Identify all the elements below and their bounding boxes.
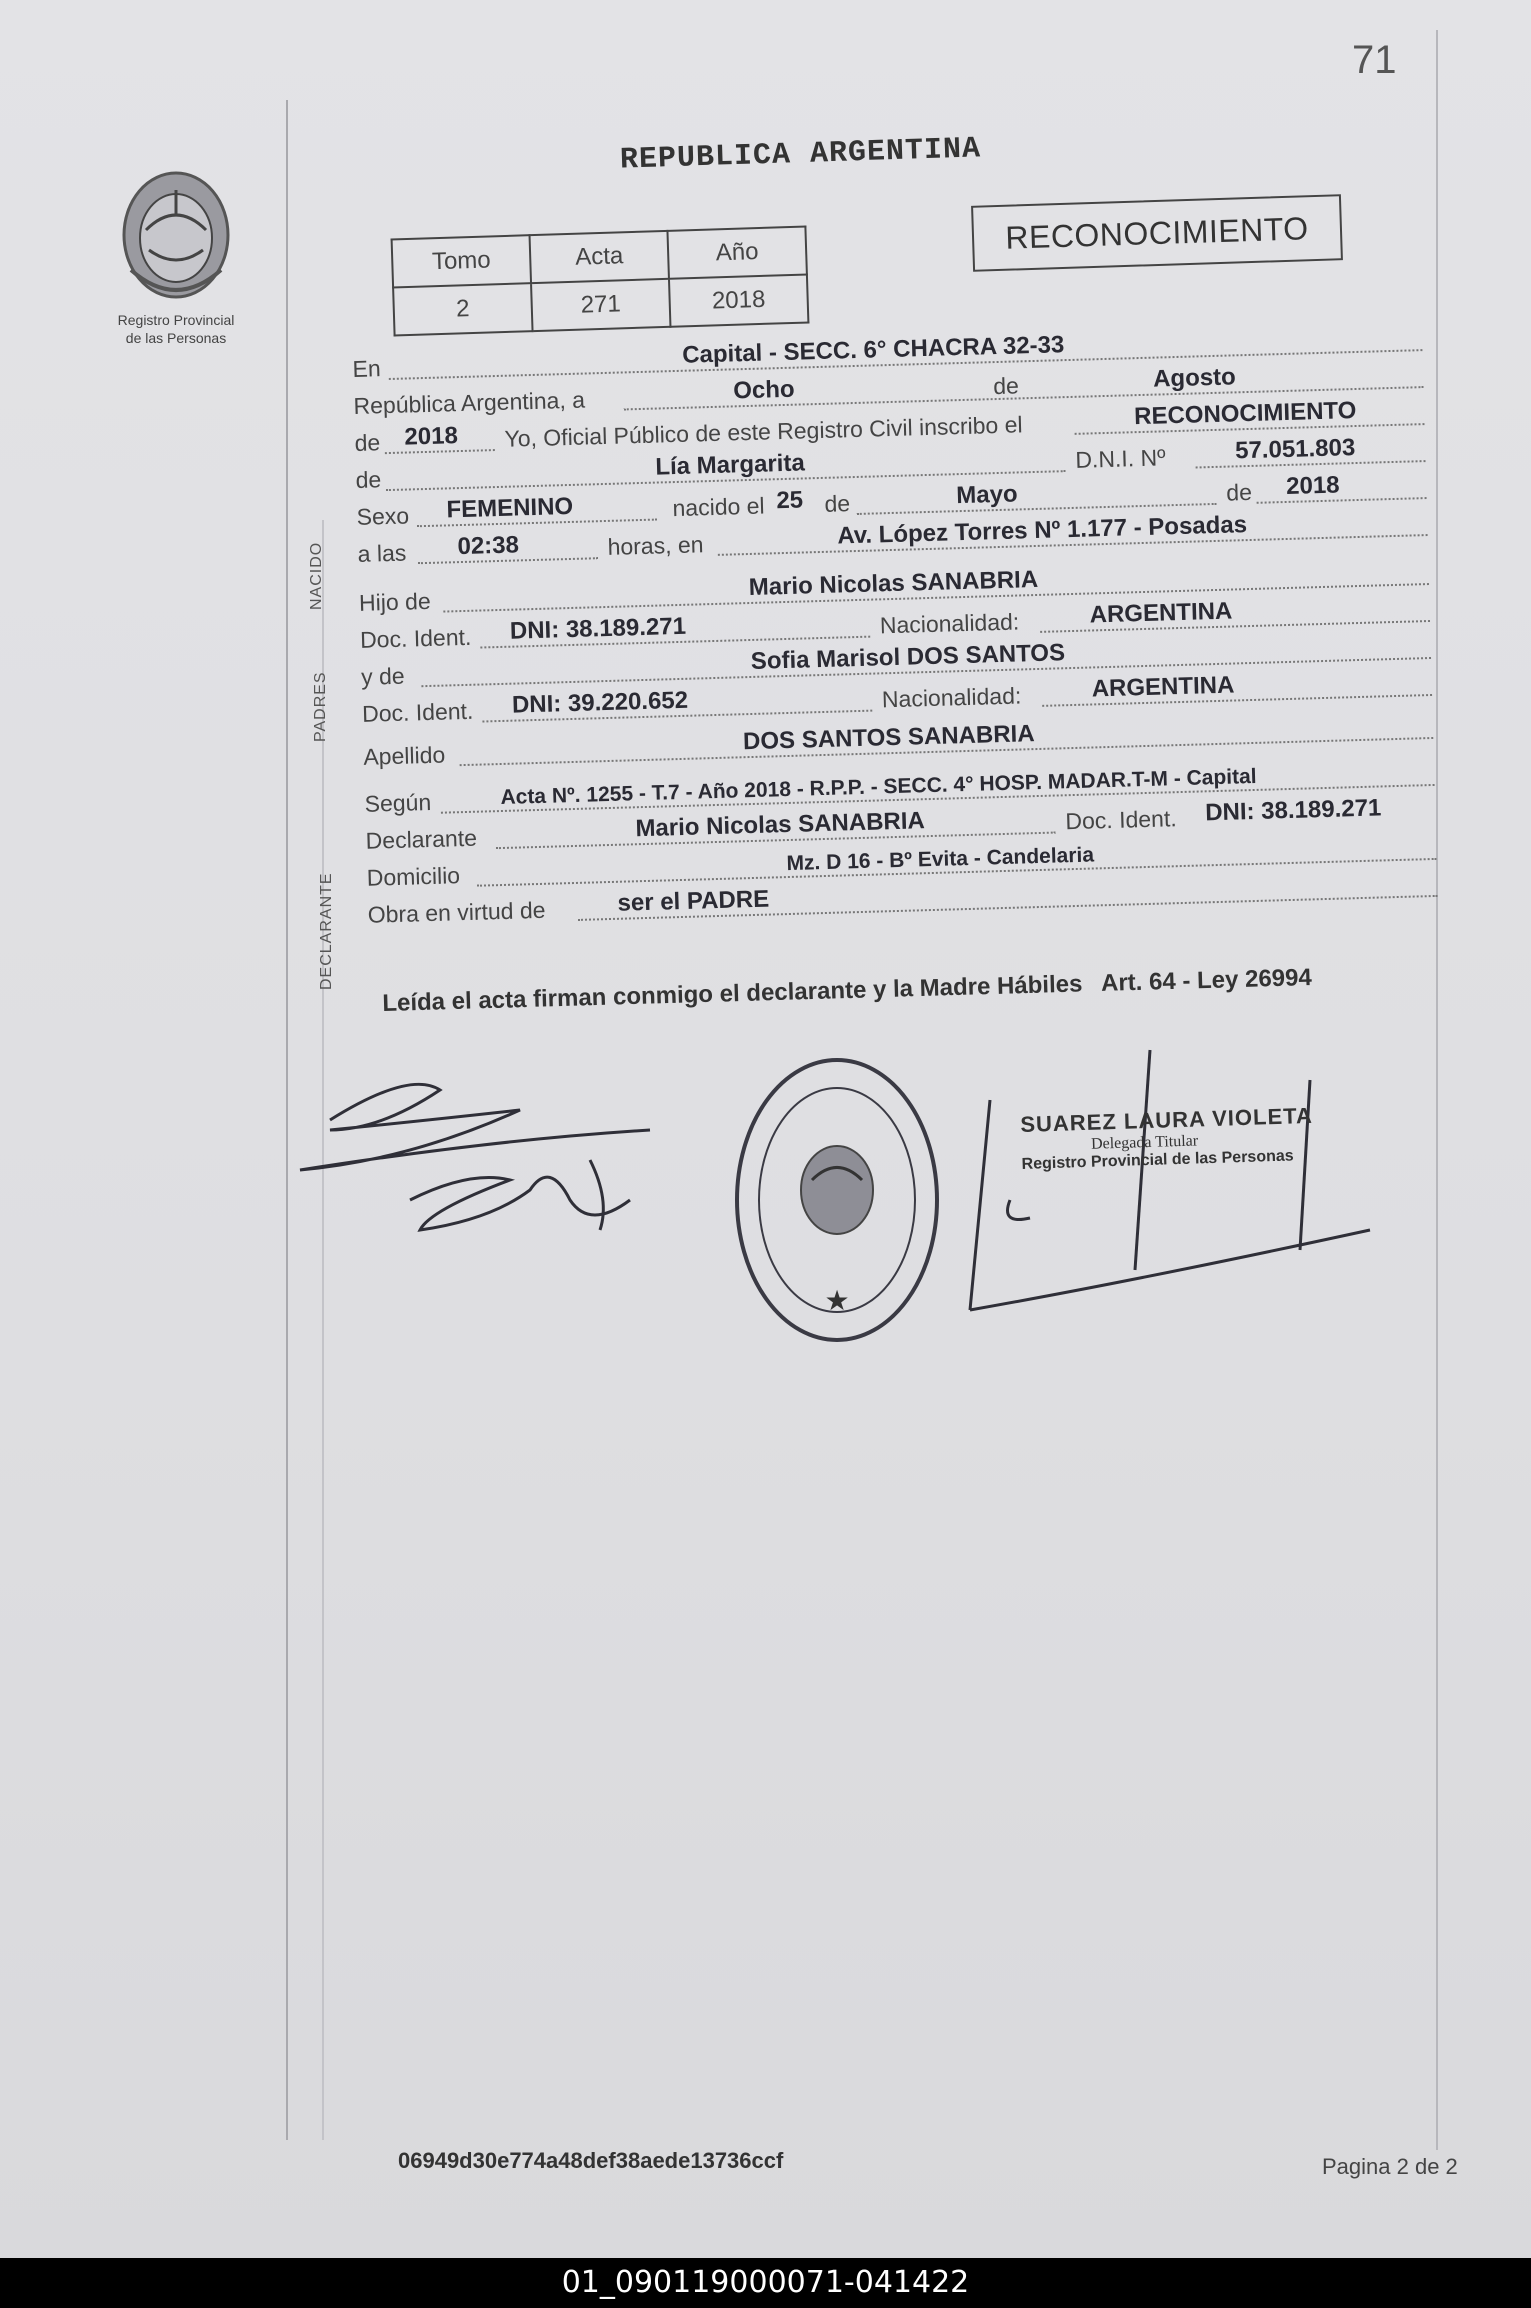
closing-statement <box>382 964 1312 1018</box>
label-obra: Obra en virtud de <box>367 896 546 928</box>
label-de: de <box>992 372 1020 400</box>
registry-header-acta: Acta <box>530 231 669 283</box>
label-en: En <box>352 355 382 382</box>
document-hash: 06949d30e774a48def38aede13736ccf <box>398 2148 784 2173</box>
label-doc-madre: Doc. Ident. <box>361 697 474 727</box>
label-de-birth-year: de <box>1225 478 1253 506</box>
field-madre-doc: DNI: 39.220.652 <box>511 686 689 719</box>
field-acto-value: RECONOCIMIENTO <box>1133 396 1357 431</box>
pagination: Pagina 2 de 2 <box>1322 2154 1458 2179</box>
declarant-signature-icon <box>290 1050 690 1250</box>
field-madre-value: Sofia Marisol DOS SANTOS <box>750 639 1066 675</box>
label-dni: D.N.I. Nº <box>1074 444 1166 473</box>
provincial-seal-icon <box>111 160 241 310</box>
field-en-value: Capital - SECC. 6° CHACRA 32-33 <box>681 331 1065 369</box>
document-title: REPUBLICA ARGENTINA <box>619 132 982 178</box>
field-day-value: Ocho <box>732 375 795 405</box>
field-declarante-doc: DNI: 38.189.271 <box>1204 794 1382 827</box>
side-label-nacido: NACIDO <box>308 541 325 610</box>
label-alas: a las <box>357 539 407 567</box>
svg-text:★: ★ <box>824 1284 850 1317</box>
label-doc-padre: Doc. Ident. <box>359 623 472 653</box>
field-nombre-value: Lía Margarita <box>655 449 806 481</box>
field-year-value: 2018 <box>404 422 459 451</box>
registry-header-tomo: Tomo <box>392 235 531 287</box>
label-sexo: Sexo <box>356 502 410 530</box>
signer-role: Delegada Titular <box>1090 1132 1199 1153</box>
label-de-birth: de <box>824 490 851 517</box>
registry-stamp-seal <box>722 1040 952 1360</box>
label-yde: y de <box>360 662 405 690</box>
field-padre-nac: ARGENTINA <box>1089 597 1233 629</box>
field-birth-day: 25 <box>775 486 804 515</box>
dotted-line <box>1257 497 1427 504</box>
label-inscribo: Yo, Oficial Público de este Registro Civil inscribo el <box>504 411 1023 452</box>
page-number: 71 <box>1352 38 1397 82</box>
logo-caption-line2: de las Personas <box>125 330 227 346</box>
label-declarante: Declarante <box>365 824 478 854</box>
record-type-box: RECONOCIMIENTO <box>971 194 1343 272</box>
registry-logo <box>96 160 256 346</box>
signer-stamp <box>1020 1103 1314 1174</box>
field-domicilio-value: Mz. D 16 - Bº Evita - Candelaria <box>786 843 1095 876</box>
field-sexo-value: FEMENINO <box>446 492 574 524</box>
field-dni-value: 57.051.803 <box>1234 434 1356 465</box>
label-domicilio: Domicilio <box>366 862 461 891</box>
field-segun-value: Acta Nº. 1255 - T.7 - Año 2018 - R.P.P. - SECC. 4° HOSP. MADAR.T-M - Capital <box>500 764 1257 810</box>
field-declarante-value: Mario Nicolas SANABRIA <box>635 807 926 843</box>
field-hora-value: 02:38 <box>457 531 520 561</box>
file-id-footer: 01_090119000071-041422 <box>0 2258 1531 2308</box>
logo-caption-line1: Registro Provincial <box>117 312 235 328</box>
officer-signature-icon <box>940 1040 1380 1340</box>
registry-value-acta: 271 <box>531 279 670 331</box>
field-madre-nac: ARGENTINA <box>1091 671 1235 703</box>
label-nacionalidad-padre: Nacionalidad: <box>879 608 1020 639</box>
registry-header-ano: Año <box>667 227 806 279</box>
record-form <box>352 320 1438 933</box>
field-padre-doc: DNI: 38.189.271 <box>509 612 687 645</box>
margin-line-right <box>1436 30 1438 2150</box>
field-apellido-value: DOS SANTOS SANABRIA <box>742 720 1035 756</box>
signer-name: SUAREZ LAURA VIOLETA <box>1020 1102 1314 1137</box>
label-apellido: Apellido <box>363 741 446 770</box>
label-de-year: de <box>354 429 381 456</box>
label-de-nombre: de <box>355 466 382 493</box>
closing-law: Art. 64 - Ley 26994 <box>1100 964 1313 997</box>
field-birth-year: 2018 <box>1285 471 1340 500</box>
signer-office: Registro Provincial de las Personas <box>1021 1147 1294 1173</box>
field-lugar-value: Av. López Torres Nº 1.177 - Posadas <box>837 511 1248 550</box>
label-horas-en: horas, en <box>607 531 704 560</box>
closing-text: Leída el acta firman conmigo el declarante y la Madre Hábiles <box>382 970 1083 1017</box>
registry-value-tomo: 2 <box>393 283 532 335</box>
side-label-declarante: DECLARANTE <box>318 872 335 990</box>
label-republica: República Argentina, a <box>353 386 586 419</box>
field-birth-month: Mayo <box>955 480 1019 510</box>
field-padre-value: Mario Nicolas SANABRIA <box>748 565 1039 602</box>
margin-line-inner <box>322 520 324 2140</box>
registry-table <box>391 225 810 336</box>
label-segun: Según <box>364 788 432 817</box>
label-nacido: nacido el <box>672 492 765 522</box>
label-declarante-doc: Doc. Ident. <box>1065 805 1177 835</box>
margin-line-left <box>286 100 288 2140</box>
label-nacionalidad-madre: Nacionalidad: <box>881 682 1022 713</box>
side-label-padres: PADRES <box>312 671 329 742</box>
registry-value-ano: 2018 <box>669 274 808 326</box>
label-hijo: Hijo de <box>358 587 432 616</box>
field-obra-value: ser el PADRE <box>617 885 770 917</box>
field-month-value: Agosto <box>1152 363 1237 393</box>
